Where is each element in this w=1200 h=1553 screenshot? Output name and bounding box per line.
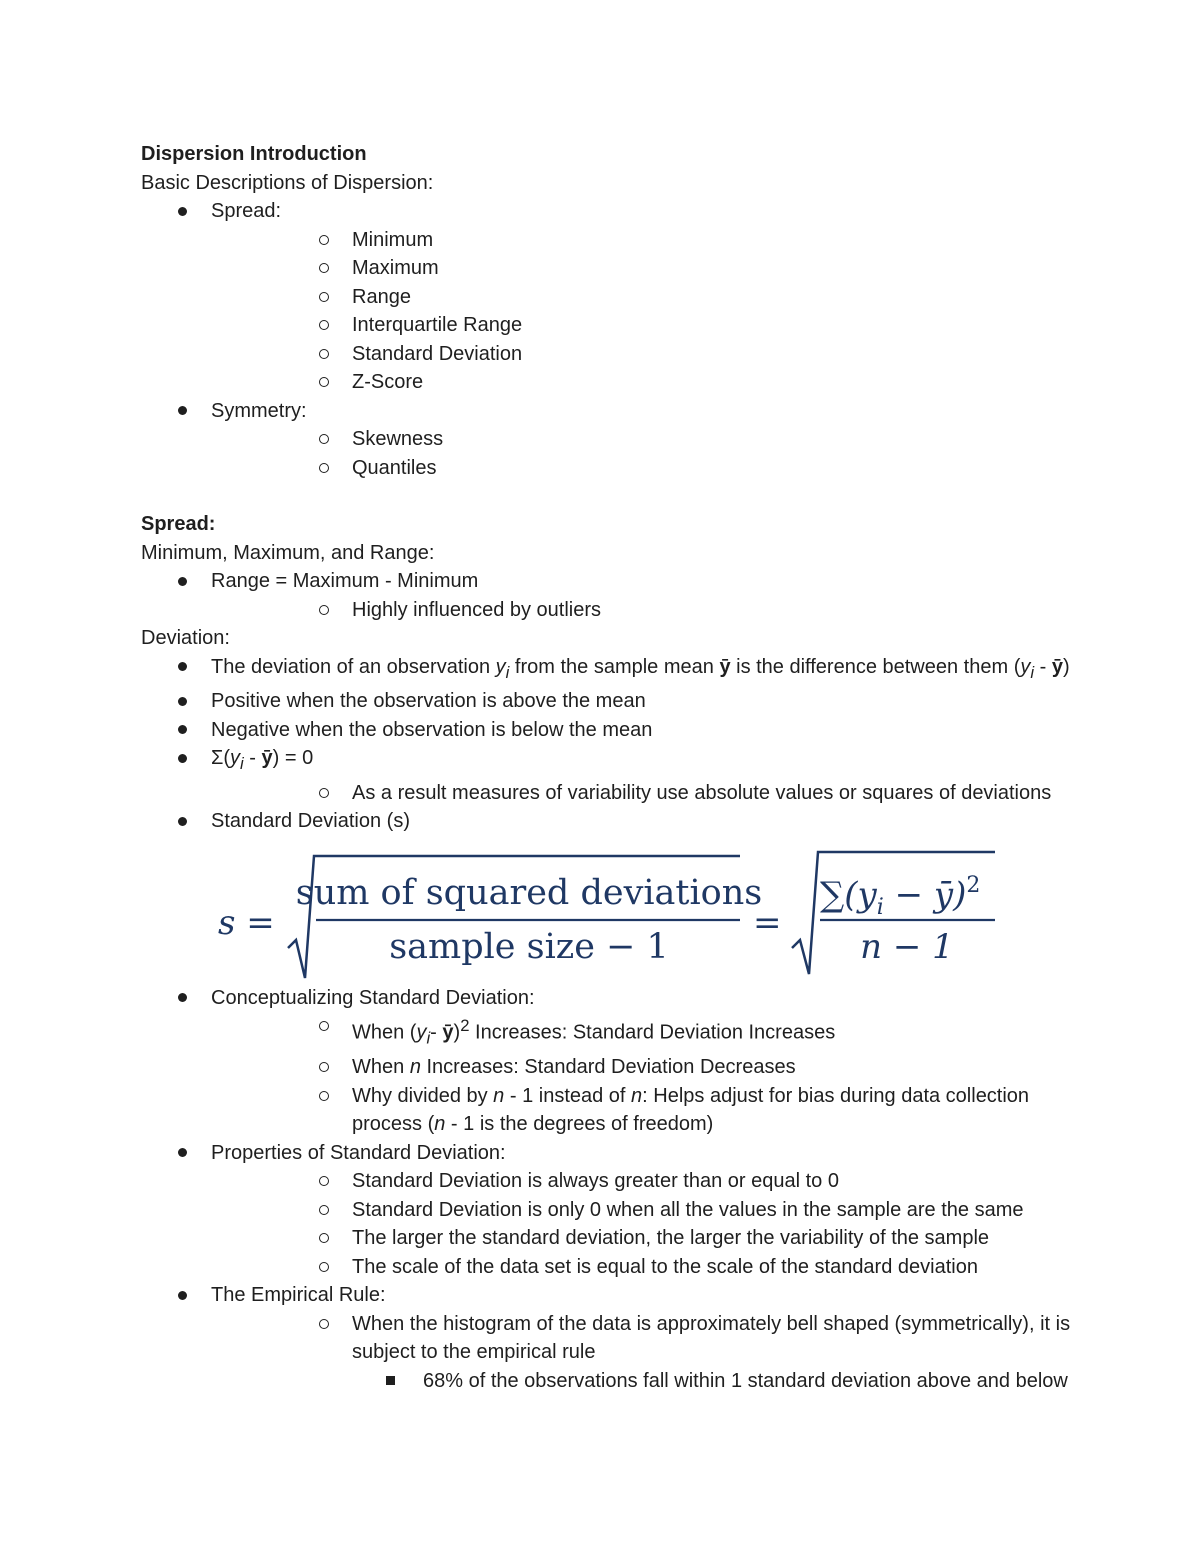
list-item-text: When the histogram of the data is approximately bell shaped (symmetrically), it is subject to the empirical rule — [352, 1312, 1071, 1364]
list-item — [141, 653, 1071, 688]
list-item-text: The larger the standard deviation, the larger the variability of the sample — [352, 1227, 990, 1250]
list-item — [211, 283, 1071, 312]
text-run: ȳ — [719, 655, 731, 678]
sd-formula — [141, 836, 1071, 984]
bullet-icon — [178, 653, 187, 682]
formula-equals: = — [753, 902, 782, 943]
symmetry-group-label: Symmetry: — [211, 399, 307, 422]
list-item — [211, 311, 1071, 340]
range-sublist — [211, 596, 1071, 625]
circle-bullet-icon — [319, 596, 329, 625]
text-run: When ( — [352, 1021, 417, 1044]
text-run: Σ( — [211, 747, 231, 769]
sd-details-list — [141, 984, 1071, 1396]
list-item — [211, 340, 1071, 369]
list-item — [141, 984, 1071, 1139]
dispersion-list — [141, 197, 1071, 482]
bullet-icon — [178, 1281, 187, 1310]
formula-numerator-symbolic — [820, 873, 980, 920]
text-run: y — [230, 747, 241, 769]
text-run: - 1 instead of — [504, 1084, 632, 1107]
bullet-icon — [178, 397, 187, 426]
list-item — [211, 1012, 1071, 1053]
list-item — [141, 1281, 1071, 1395]
range-list — [141, 567, 1071, 624]
text-run: ȳ — [261, 747, 273, 769]
list-item-text: Z-Score — [352, 371, 424, 393]
text-run: - — [430, 1021, 443, 1044]
circle-bullet-icon — [319, 1167, 329, 1196]
list-item-text: Range — [352, 285, 411, 308]
sd-label: Standard Deviation (s) — [211, 810, 410, 832]
list-item — [141, 744, 1071, 807]
circle-bullet-icon — [319, 1053, 329, 1082]
list-item — [211, 1082, 1071, 1139]
list-item — [211, 454, 1071, 483]
empirical-label: The Empirical Rule: — [211, 1284, 386, 1307]
conceptualizing-sublist — [211, 1012, 1071, 1139]
list-item — [141, 197, 1071, 397]
list-item-text: Skewness — [352, 428, 444, 450]
text-run: 2 — [460, 1016, 470, 1035]
list-item — [211, 1167, 1071, 1196]
circle-bullet-icon — [319, 283, 329, 312]
text-run: Increases: Standard Deviation Increases — [469, 1021, 836, 1044]
formula-numerator-part: − ȳ) — [883, 874, 967, 915]
list-item — [211, 1224, 1071, 1253]
list-item — [211, 1367, 1071, 1396]
text-run: - — [1034, 655, 1052, 678]
bullet-icon — [178, 567, 187, 596]
bullet-icon — [178, 984, 187, 1013]
list-item — [141, 687, 1071, 716]
list-item — [211, 254, 1071, 283]
text-run: y — [416, 1021, 427, 1044]
list-item — [141, 716, 1071, 745]
list-item — [141, 397, 1071, 483]
bullet-icon — [178, 744, 187, 773]
formula-lhs: s = — [218, 902, 275, 943]
formula-numerator-part: 2 — [966, 872, 981, 898]
bullet-icon — [178, 807, 187, 836]
list-item — [211, 425, 1071, 454]
formula-numerator-part: ∑(y — [820, 874, 877, 915]
list-item — [141, 567, 1071, 624]
circle-bullet-icon — [319, 1012, 329, 1041]
text-run: : Helps adjust for bias during data collection process ( — [352, 1084, 1030, 1136]
list-item — [211, 368, 1071, 397]
empirical-subsublist — [211, 1367, 1071, 1396]
text-run: n — [409, 1056, 421, 1079]
list-item — [211, 226, 1071, 255]
text-run: is the difference between them ( — [730, 655, 1021, 678]
intro-label: Basic Descriptions of Dispersion: — [141, 171, 434, 194]
spread-sublist — [211, 226, 1071, 397]
text-run: Why divided by — [352, 1084, 494, 1107]
circle-bullet-icon — [319, 425, 329, 454]
list-item-text: Standard Deviation — [352, 342, 523, 365]
bullet-icon — [178, 1139, 187, 1168]
list-item-text: Negative when the observation is below the mean — [211, 718, 653, 741]
properties-sublist — [211, 1167, 1071, 1281]
list-item — [211, 596, 1071, 625]
circle-bullet-icon — [319, 454, 329, 483]
deviation-label: Deviation: — [141, 627, 230, 649]
text-run: i — [240, 754, 244, 773]
formula-numerator-words: sum of squared deviations — [295, 872, 763, 913]
circle-bullet-icon — [319, 1196, 329, 1225]
list-item-text: Standard Deviation is always greater than or equal to 0 — [352, 1170, 839, 1193]
square-bullet-icon — [386, 1367, 395, 1396]
list-item — [211, 1253, 1071, 1282]
sum-sublist — [211, 779, 1071, 808]
list-item-text: Maximum — [352, 257, 439, 279]
text-run: ) — [453, 1021, 461, 1044]
conceptualizing-label: Conceptualizing Standard Deviation: — [211, 986, 535, 1009]
bullet-icon — [178, 716, 187, 745]
circle-bullet-icon — [319, 1224, 329, 1253]
spread-group-label: Spread: — [211, 200, 282, 222]
circle-bullet-icon — [319, 368, 329, 397]
minmax-label: Minimum, Maximum, and Range: — [141, 541, 435, 564]
bullet-icon — [178, 197, 187, 226]
text-run: i — [1030, 662, 1035, 682]
text-run: y — [1020, 655, 1031, 678]
list-item-text: 68% of the observations fall within 1 standard deviation above and below — [423, 1369, 1068, 1392]
text-run: n — [631, 1084, 643, 1107]
formula-denominator-words: sample size − 1 — [389, 926, 669, 967]
list-item — [141, 1139, 1071, 1282]
list-item-text: Standard Deviation is only 0 when all the values in the sample are the same — [352, 1198, 1024, 1221]
text-run: ȳ — [442, 1021, 454, 1044]
empirical-sublist — [211, 1310, 1071, 1396]
list-item — [211, 1053, 1071, 1082]
text-run: - — [243, 747, 262, 769]
text-run: When — [352, 1056, 410, 1079]
range-note: Highly influenced by outliers — [352, 598, 602, 621]
list-item-text: Minimum — [352, 228, 434, 251]
circle-bullet-icon — [319, 779, 329, 808]
text-run: - 1 is the degrees of freedom) — [445, 1113, 714, 1136]
text-run: n — [434, 1113, 446, 1136]
formula-denominator-symbolic: n − 1 — [860, 926, 954, 967]
text-run: ȳ — [1051, 655, 1063, 678]
text-run: Increases: Standard Deviation Decreases — [420, 1056, 796, 1079]
page-title: Dispersion Introduction — [141, 143, 367, 165]
list-item-text: As a result measures of variability use absolute values or squares of deviations — [352, 781, 1052, 804]
formula-numerator-part: i — [876, 894, 884, 920]
circle-bullet-icon — [319, 1082, 329, 1111]
symmetry-sublist — [211, 425, 1071, 482]
circle-bullet-icon — [319, 340, 329, 369]
document-content — [141, 140, 1071, 1395]
list-item — [211, 1196, 1071, 1225]
text-run: i — [426, 1028, 431, 1048]
text-run: ) = 0 — [272, 747, 314, 769]
list-item-text: Positive when the observation is above the mean — [211, 690, 646, 712]
list-item-text: Interquartile Range — [352, 314, 523, 336]
text-run: The deviation of an observation — [211, 655, 496, 678]
circle-bullet-icon — [319, 311, 329, 340]
deviation-list — [141, 653, 1071, 836]
range-formula: Range = Maximum - Minimum — [211, 570, 479, 592]
list-item — [211, 1310, 1071, 1396]
circle-bullet-icon — [319, 226, 329, 255]
text-run: ) — [1062, 655, 1070, 678]
properties-label: Properties of Standard Deviation: — [211, 1141, 506, 1164]
list-item-text: The scale of the data set is equal to the scale of the standard deviation — [352, 1255, 978, 1278]
list-item — [211, 779, 1071, 808]
circle-bullet-icon — [319, 1310, 329, 1339]
text-run: n — [493, 1084, 505, 1107]
list-item-text: Quantiles — [352, 456, 437, 479]
text-run: y — [495, 655, 506, 678]
circle-bullet-icon — [319, 1253, 329, 1282]
sd-formula-svg — [0, 836, 1200, 984]
text-run: i — [505, 662, 510, 682]
list-item — [141, 807, 1071, 836]
section-heading: Spread: — [141, 513, 216, 535]
circle-bullet-icon — [319, 254, 329, 283]
text-run: from the sample mean — [509, 655, 720, 678]
bullet-icon — [178, 687, 187, 716]
